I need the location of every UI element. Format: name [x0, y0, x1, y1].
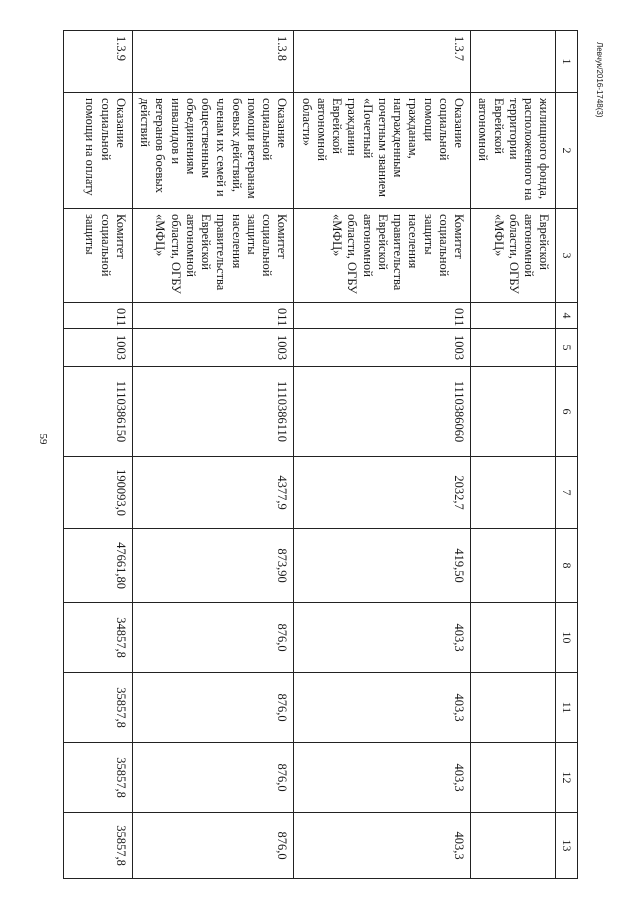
cell-total: 2032,7 — [294, 457, 471, 529]
cell-section: 1003 — [294, 329, 471, 367]
cell-year-11 — [471, 673, 556, 743]
header-cell: 10 — [556, 603, 578, 673]
header-cell: 3 — [556, 209, 578, 303]
executor: Комитет социальной защиты — [63, 209, 132, 303]
table-row — [132, 31, 294, 879]
cell-year-8 — [471, 529, 556, 603]
cell-section: 1003 — [132, 329, 294, 367]
header-cell: 4 — [556, 303, 578, 329]
cell-year-10: 34857,8 — [63, 603, 132, 673]
activity-name: Оказание социальной помощи ветеранам боевых действий, членам их семей и общественным объединениям инвалидов и ветеранов боевых действий — [132, 93, 294, 209]
cell-year-12 — [471, 743, 556, 813]
cell-target-article: 1110386150 — [63, 367, 132, 457]
cell-year-13: 876,0 — [132, 813, 294, 879]
cell-year-10: 403,3 — [294, 603, 471, 673]
table-row — [294, 31, 471, 879]
cell-total: 190093,0 — [63, 457, 132, 529]
cell-target-article: 1110386110 — [132, 367, 294, 457]
row-number: 1.3.9 — [63, 31, 132, 93]
cell-year-10: 876,0 — [132, 603, 294, 673]
header-cell: 13 — [556, 813, 578, 879]
cell-year-8: 47661,80 — [63, 529, 132, 603]
cell-year-12: 403,3 — [294, 743, 471, 813]
page-number: 59 — [37, 433, 49, 445]
row-number: 1.3.8 — [132, 31, 294, 93]
row-number: 1.3.7 — [294, 31, 471, 93]
budget-table-container — [83, 30, 578, 878]
cell-grbs: 011 — [132, 303, 294, 329]
cell-year-11: 35857,8 — [63, 673, 132, 743]
header-cell: 8 — [556, 529, 578, 603]
header-cell: 6 — [556, 367, 578, 457]
side-reference — [592, 42, 606, 242]
header-cell: 5 — [556, 329, 578, 367]
cell-year-13 — [471, 813, 556, 879]
cell-grbs: 011 — [63, 303, 132, 329]
budget-table — [63, 30, 578, 879]
header-cell: 1 — [556, 31, 578, 93]
cell-year-8: 873,90 — [132, 529, 294, 603]
cell-year-12: 35857,8 — [63, 743, 132, 813]
executor: Комитет социальной защиты населения правительства Еврейской автономной области, ОГБУ «МФЦ» — [132, 209, 294, 303]
cell-target-article — [471, 367, 556, 457]
row-number — [471, 31, 556, 93]
header-cell: 7 — [556, 457, 578, 529]
header-cell: 11 — [556, 673, 578, 743]
cell-grbs: 011 — [294, 303, 471, 329]
header-row — [556, 31, 578, 879]
activity-name: жилищного фонда, расположенного на территории Еврейской автономной — [471, 93, 556, 209]
cell-year-8: 419,50 — [294, 529, 471, 603]
cell-year-13: 35857,8 — [63, 813, 132, 879]
cell-year-11: 876,0 — [132, 673, 294, 743]
executor: Комитет социальной защиты населения правительства Еврейской автономной области, ОГБУ «МФЦ» — [294, 209, 471, 303]
table-row — [63, 31, 132, 879]
header-cell: 12 — [556, 743, 578, 813]
cell-total — [471, 457, 556, 529]
cell-year-13: 403,3 — [294, 813, 471, 879]
cell-section — [471, 329, 556, 367]
cell-target-article: 1110386060 — [294, 367, 471, 457]
table-row — [471, 31, 556, 879]
cell-year-11: 403,3 — [294, 673, 471, 743]
cell-total: 4377,9 — [132, 457, 294, 529]
cell-year-12: 876,0 — [132, 743, 294, 813]
cell-grbs — [471, 303, 556, 329]
side-reference-text: Левчук/2016-1748(3) — [595, 42, 604, 118]
executor: Еврейской автономной области, ОГБУ «МФЦ» — [471, 209, 556, 303]
cell-section: 1003 — [63, 329, 132, 367]
cell-year-10 — [471, 603, 556, 673]
header-cell: 2 — [556, 93, 578, 209]
activity-name: Оказание социальной помощи на оплату — [63, 93, 132, 209]
activity-name: Оказание социальной помощи гражданам, награжденным почетным званием «Почетный гражданин Еврейской автономной области» — [294, 93, 471, 209]
